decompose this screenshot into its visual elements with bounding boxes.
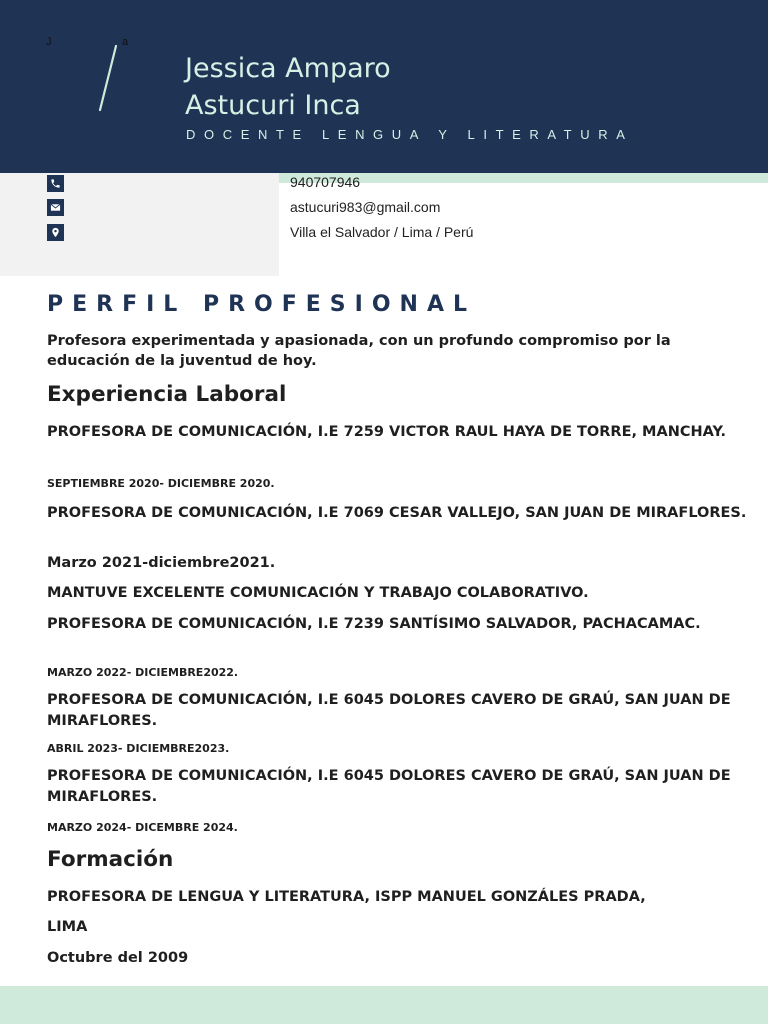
monogram-initial-right: a: [122, 36, 129, 48]
job-4-dates: ABRIL 2023- DICIEMBRE2023.: [47, 742, 230, 755]
job-5-title: PROFESORA DE COMUNICACIÓN, I.E 6045 DOLORES CAVERO DE GRAÚ, SAN JUAN DE MIRAFLORES.: [47, 768, 731, 805]
location-text: Villa el Salvador / Lima / Perú: [290, 224, 474, 240]
experience-heading: Experiencia Laboral: [47, 382, 287, 407]
job-3-title: PROFESORA DE COMUNICACIÓN, I.E 7239 SANTÍSIMO SALVADOR, PACHACAMAC.: [47, 616, 701, 632]
phone-number: 940707946: [290, 174, 361, 190]
job-2-title: PROFESORA DE COMUNICACIÓN, I.E 7069 CESAR VALLEJO, SAN JUAN DE MIRAFLORES.: [47, 505, 747, 521]
name-line-1: Jessica Amparo: [185, 53, 391, 84]
envelope-icon: [47, 199, 64, 216]
degree-line-1: PROFESORA DE LENGUA Y LITERATURA, ISPP MANUEL GONZÁLES PRADA,: [47, 889, 646, 905]
email-address: astucuri983@gmail.com: [290, 199, 441, 215]
job-title: DOCENTE LENGUA Y LITERATURA: [186, 127, 634, 142]
degree-line-2: LIMA: [47, 919, 88, 935]
job-2-dates: Marzo 2021-diciembre2021.: [47, 555, 276, 571]
job-2-note: MANTUVE EXCELENTE COMUNICACIÓN Y TRABAJO COLABORATIVO.: [47, 585, 589, 601]
contact-panel: [0, 173, 279, 276]
degree-date: Octubre del 2009: [47, 950, 189, 966]
job-1-dates: SEPTIEMBRE 2020- DICIEMBRE 2020.: [47, 477, 275, 490]
job-5-dates: MARZO 2024- DICEMBRE 2024.: [47, 821, 238, 834]
job-3-dates: MARZO 2022- DICIEMBRE2022.: [47, 666, 239, 679]
education-heading: Formación: [47, 847, 174, 872]
phone-icon: [47, 175, 64, 192]
name-line-2: Astucuri Inca: [185, 90, 361, 121]
location-pin-icon: [47, 224, 64, 241]
candidate-name: [185, 50, 391, 124]
footer-bar: [0, 986, 768, 1024]
profile-heading: PERFIL PROFESIONAL: [47, 292, 476, 317]
monogram-initial-left: J: [46, 36, 52, 48]
monogram-slash: [96, 44, 120, 112]
job-1-title: PROFESORA DE COMUNICACIÓN, I.E 7259 VICTOR RAUL HAYA DE TORRE, MANCHAY.: [47, 424, 727, 440]
job-4-title: PROFESORA DE COMUNICACIÓN, I.E 6045 DOLORES CAVERO DE GRAÚ, SAN JUAN DE MIRAFLORES.: [47, 692, 731, 729]
profile-text: Profesora experimentada y apasionada, con un profundo compromiso por la educación de la juventud de hoy.: [47, 333, 671, 369]
